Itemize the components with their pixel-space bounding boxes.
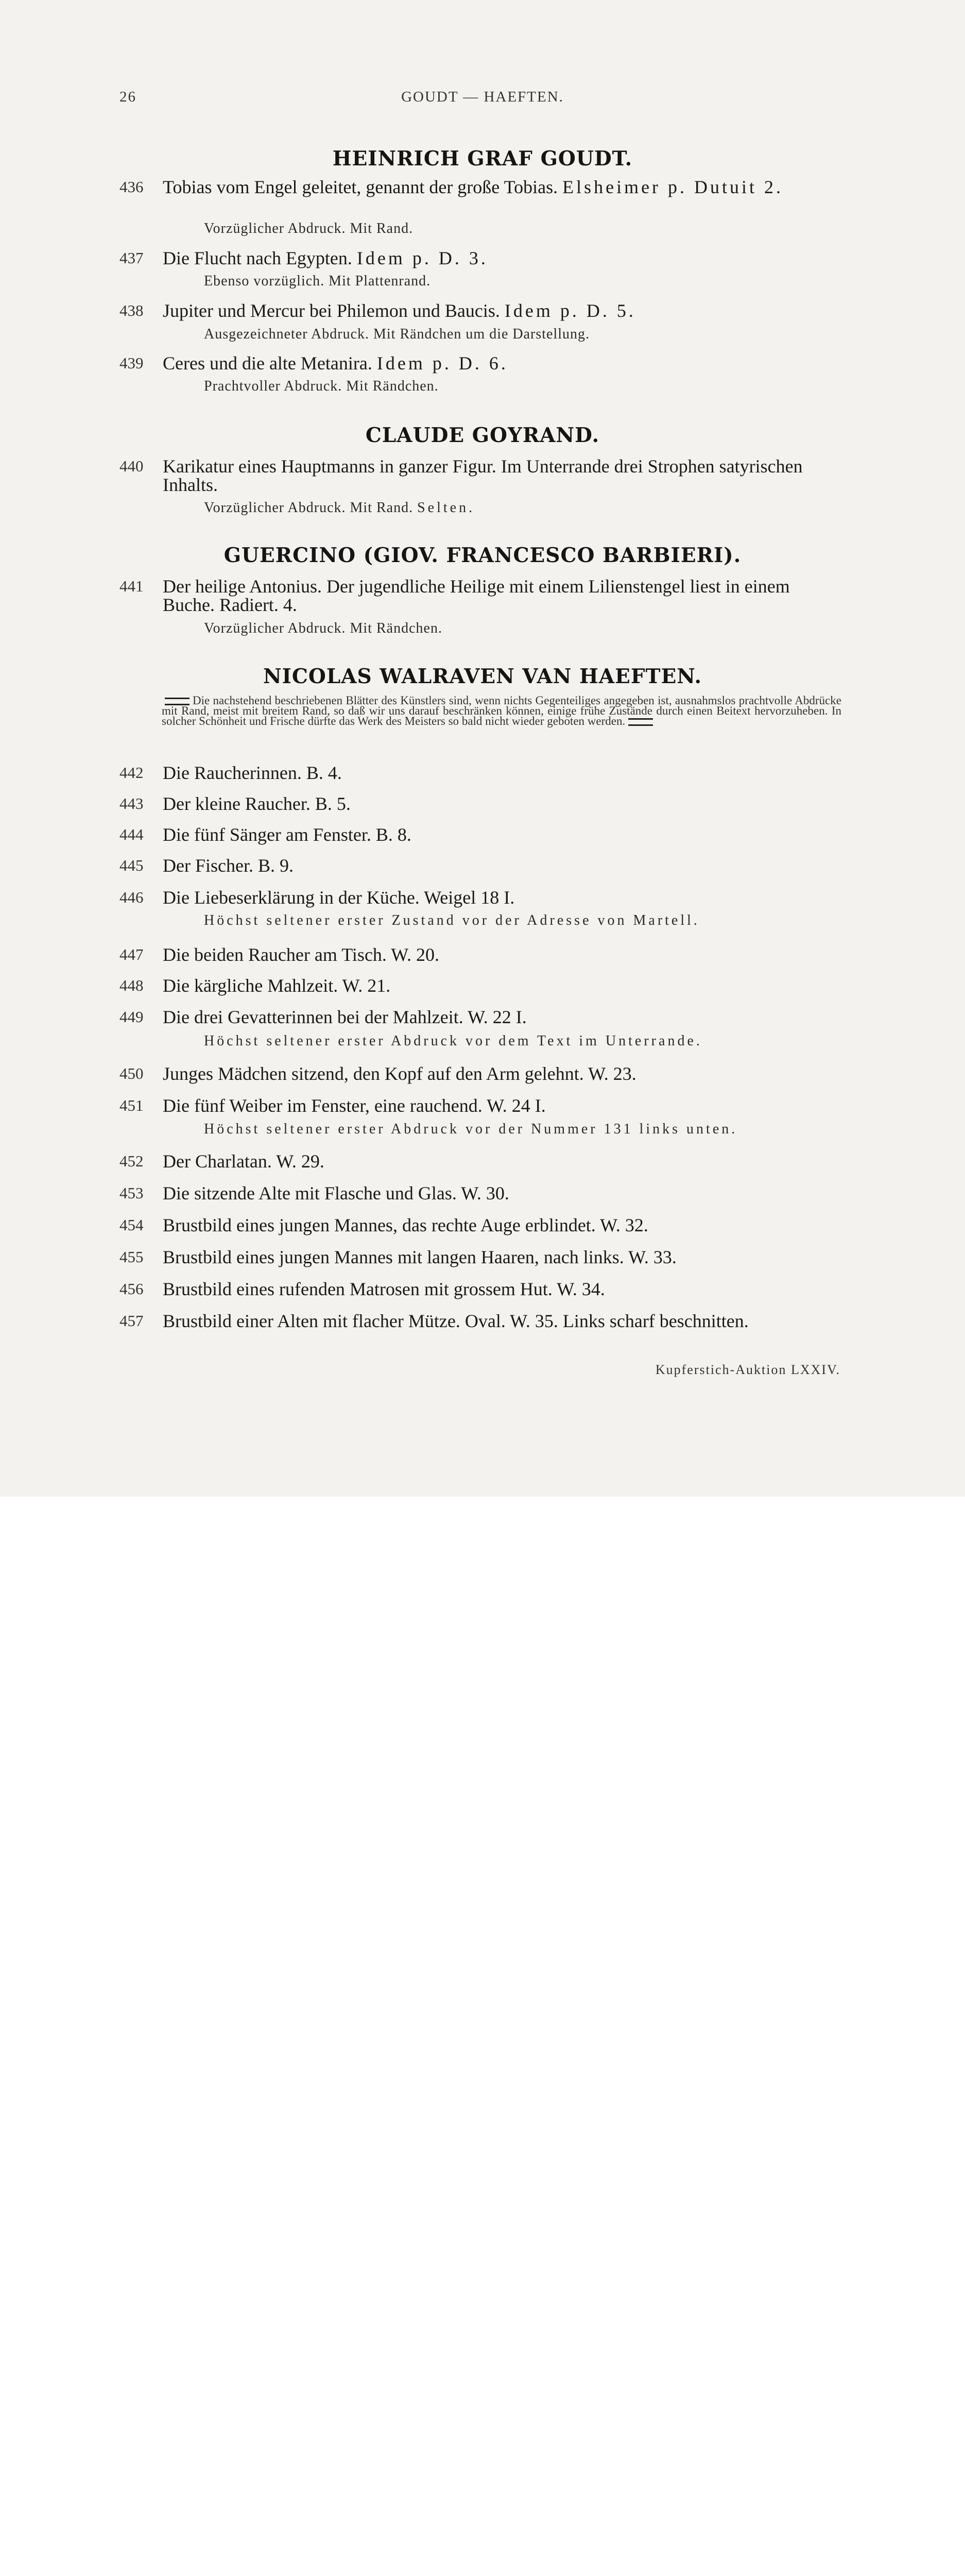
entry-text: Brustbild eines rufenden Matrosen mit grossem Hut. W. 34. — [163, 1279, 605, 1299]
entry-note: Höchst seltener erster Zustand vor der Adresse von Martell. — [204, 912, 700, 928]
entry-number: 457 — [119, 1312, 144, 1330]
entry-number: 440 — [119, 457, 144, 475]
entry-text: Die fünf Sänger am Fenster. B. 8. — [163, 824, 411, 845]
entry-number: 453 — [119, 1184, 144, 1202]
entry-text: Der Charlatan. W. 29. — [163, 1151, 324, 1172]
entry-note: Vorzüglicher Abdruck. Mit Rändchen. — [204, 620, 442, 636]
entry-text: Brustbild eines jungen Mannes, das rechte Auge erblindet. W. 32. — [163, 1215, 648, 1235]
entry-text: Die drei Gevatterinnen bei der Mahlzeit. W. 22 I. — [163, 1007, 527, 1027]
scan-footer — [0, 1497, 965, 1565]
entry-number: 447 — [119, 945, 144, 963]
entry-note: Prachtvoller Abdruck. Mit Rändchen. — [204, 378, 439, 394]
entry-text: Ceres und die alte Metanira. Idem p. D. 6. — [163, 353, 508, 374]
entry-number: 452 — [119, 1152, 144, 1170]
entry-note: Vorzüglicher Abdruck. Mit Rand. — [204, 221, 413, 236]
entry-note: Vorzüglicher Abdruck. Mit Rand. Selten. — [204, 500, 475, 516]
section-title-goyrand: CLAUDE GOYRAND. — [365, 423, 600, 447]
entry-number: 445 — [119, 856, 144, 874]
entry-number: 442 — [119, 764, 144, 782]
entry-text: Der kleine Raucher. B. 5. — [163, 793, 351, 814]
entry-note: Höchst seltener erster Abdruck vor der Nummer 131 links unten. — [204, 1121, 738, 1137]
page-number: 26 — [119, 89, 136, 105]
entry-number: 446 — [119, 888, 144, 906]
entry-number: 436 — [119, 178, 144, 196]
entry-number: 441 — [119, 577, 144, 595]
section-title-haeften: NICOLAS WALRAVEN VAN HAEFTEN. — [263, 665, 702, 688]
entry-number: 449 — [119, 1008, 144, 1026]
entry-text: Karikatur eines Hauptmanns in ganzer Figur. Im Unterrande drei Strophen satyrischen Inhalts. — [163, 456, 803, 495]
entry-number: 450 — [119, 1064, 144, 1082]
entry-number: 451 — [119, 1096, 144, 1114]
entry-number: 437 — [119, 249, 144, 267]
entry-text: Der Fischer. B. 9. — [163, 855, 294, 876]
auction-footer: Kupferstich-Auktion LXXIV. — [655, 1362, 840, 1377]
entry-text: Die beiden Raucher am Tisch. W. 20. — [163, 944, 439, 965]
entry-text: Tobias vom Engel geleitet, genannt der große Tobias. Elsheimer p. Dutuit 2. — [163, 177, 784, 197]
entry-text: Die Flucht nach Egypten. Idem p. D. 3. — [163, 248, 488, 268]
entry-number: 439 — [119, 354, 144, 372]
double-rule-icon — [628, 718, 653, 726]
section-title-guercino: GUERCINO (GIOV. FRANCESCO BARBIERI). — [223, 544, 742, 567]
entry-text: Die Liebeserklärung in der Küche. Weigel 18 I. — [163, 887, 515, 908]
entry-number: 454 — [119, 1216, 144, 1234]
entry-text: Die sitzende Alte mit Flasche und Glas. W. 30. — [163, 1183, 509, 1204]
entry-note: Ebenso vorzüglich. Mit Plattenrand. — [204, 273, 431, 289]
entry-number: 456 — [119, 1280, 144, 1298]
entry-text: Die kärgliche Mahlzeit. W. 21. — [163, 975, 391, 996]
entry-number: 455 — [119, 1248, 144, 1266]
entry-text: Die fünf Weiber im Fenster, eine rauchend. W. 24 I. — [163, 1095, 546, 1116]
entry-text: Brustbild einer Alten mit flacher Mütze. Oval. W. 35. Links scharf beschnitten. — [163, 1311, 749, 1331]
entry-text: Der heilige Antonius. Der jugendliche Heilige mit einem Lilienstengel liest in einem Buche. Radiert. 4. — [163, 576, 790, 615]
entry-text: Junges Mädchen sitzend, den Kopf auf den Arm gelehnt. W. 23. — [163, 1063, 636, 1084]
entry-number: 443 — [119, 794, 144, 812]
introductory-remark: Die nachstehend beschriebenen Blätter des Künstlers sind, wenn nichts Gegenteiliges angegeben ist, ausnahmslos prachtvolle Abdrücke mit Rand, meist mit breitem Rand, so daß wir uns darauf beschränken können, einige frühe Zustände durch einen Beitext hervorzuheben. In solcher Schönheit und Frische dürfte das Werk des Meisters so bald nicht wieder geboten werden. — [162, 694, 841, 727]
entry-text: Jupiter und Mercur bei Philemon und Baucis. Idem p. D. 5. — [163, 300, 636, 321]
entry-number: 448 — [119, 976, 144, 994]
entry-note: Höchst seltener erster Abdruck vor dem Text im Unterrande. — [204, 1033, 702, 1049]
entry-number: 444 — [119, 825, 144, 843]
entry-note: Ausgezeichneter Abdruck. Mit Rändchen um die Darstellung. — [204, 326, 590, 342]
entry-text: Brustbild eines jungen Mannes mit langen Haaren, nach links. W. 33. — [163, 1247, 677, 1267]
entry-text: Die Raucherinnen. B. 4. — [163, 762, 342, 783]
running-title: GOUDT — HAEFTEN. — [401, 89, 564, 105]
entry-number: 438 — [119, 301, 144, 319]
section-title-goudt: HEINRICH GRAF GOUDT. — [332, 147, 633, 171]
